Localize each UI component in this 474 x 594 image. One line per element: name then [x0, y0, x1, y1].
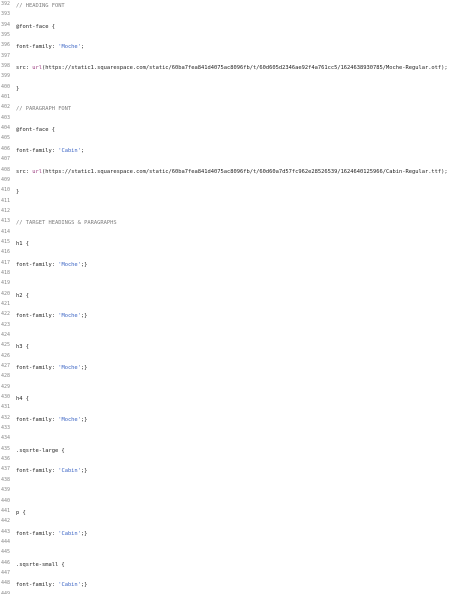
code-line[interactable] [0, 290, 474, 300]
code-text [16, 581, 474, 589]
code-token: src: [16, 65, 33, 72]
line-number: 423 [0, 321, 14, 331]
code-text [16, 467, 474, 475]
code-line[interactable] [0, 497, 474, 507]
line-number: 424 [0, 331, 14, 341]
code-line[interactable] [0, 455, 474, 465]
line-number: 400 [0, 83, 14, 93]
code-line[interactable] [0, 321, 474, 331]
code-token: h1 { [16, 240, 29, 247]
code-line[interactable] [0, 548, 474, 558]
code-token: ;} [80, 582, 88, 589]
code-line[interactable] [0, 21, 474, 31]
code-token: font-family: [16, 261, 59, 268]
code-line[interactable] [0, 228, 474, 238]
line-number: 402 [0, 103, 14, 113]
line-number: 433 [0, 424, 14, 434]
code-token: ;} [80, 530, 88, 537]
code-text [16, 364, 474, 372]
line-number: 418 [0, 269, 14, 279]
line-number: 421 [0, 300, 14, 310]
line-number: 420 [0, 290, 14, 300]
code-text [16, 219, 474, 227]
code-token: 'Moche' [58, 44, 81, 51]
code-text [16, 168, 474, 176]
code-token: // TARGET HEADINGS & PARAGRAPHS [16, 220, 117, 227]
code-text [16, 416, 474, 424]
line-number: 412 [0, 207, 14, 217]
code-text [16, 561, 474, 569]
code-token: ;} [80, 468, 88, 475]
line-number: 406 [0, 145, 14, 155]
code-token: font-family: [16, 147, 59, 154]
code-text [16, 188, 474, 196]
code-token: h3 { [16, 344, 29, 351]
code-text [16, 126, 474, 134]
code-text [16, 395, 474, 403]
code-text [16, 23, 474, 31]
line-number: 434 [0, 434, 14, 444]
code-token: 'Moche' [58, 416, 81, 423]
line-number: 444 [0, 538, 14, 548]
line-number: 393 [0, 10, 14, 20]
code-line[interactable] [0, 155, 474, 165]
line-number: 396 [0, 41, 14, 51]
line-number: 440 [0, 497, 14, 507]
line-number: 427 [0, 362, 14, 372]
line-number: 447 [0, 569, 14, 579]
line-number: 425 [0, 341, 14, 351]
line-number: 430 [0, 393, 14, 403]
code-token: p { [16, 509, 26, 516]
code-token: font-family: [16, 44, 59, 51]
code-token: 'Moche' [58, 313, 81, 320]
code-token: 'Moche' [58, 365, 81, 372]
line-number: 435 [0, 445, 14, 455]
code-line[interactable] [0, 414, 474, 424]
line-number: 409 [0, 176, 14, 186]
line-number: 395 [0, 31, 14, 41]
line-number: 394 [0, 21, 14, 31]
line-number: 432 [0, 414, 14, 424]
code-token: } [16, 85, 20, 92]
code-text [16, 509, 474, 517]
code-line[interactable] [0, 114, 474, 124]
code-token: } [16, 189, 20, 196]
code-text [16, 240, 474, 248]
code-line[interactable] [0, 166, 474, 176]
code-token: 'Cabin' [58, 147, 81, 154]
line-number: 428 [0, 372, 14, 382]
code-line[interactable] [0, 62, 474, 72]
code-token: .sqsrte-large { [16, 447, 65, 454]
code-text [16, 312, 474, 320]
code-line[interactable] [0, 207, 474, 217]
line-number: 404 [0, 124, 14, 134]
code-line[interactable] [0, 134, 474, 144]
line-number: 407 [0, 155, 14, 165]
code-token: @font-face { [16, 127, 55, 134]
code-line[interactable] [0, 393, 474, 403]
code-line[interactable] [0, 83, 474, 93]
line-number: 438 [0, 476, 14, 486]
code-line[interactable] [0, 424, 474, 434]
line-number: 431 [0, 403, 14, 413]
code-token: url [32, 65, 42, 72]
code-line[interactable] [0, 445, 474, 455]
code-line[interactable] [0, 403, 474, 413]
code-line[interactable] [0, 248, 474, 258]
line-number: 399 [0, 72, 14, 82]
code-token: h4 { [16, 396, 29, 403]
code-line[interactable] [0, 300, 474, 310]
code-token: 'Cabin' [58, 468, 81, 475]
code-line[interactable] [0, 52, 474, 62]
code-line[interactable] [0, 559, 474, 569]
code-line[interactable] [0, 579, 474, 589]
code-text [16, 2, 474, 10]
code-line[interactable] [0, 197, 474, 207]
code-line[interactable] [0, 31, 474, 41]
code-token: font-family: [16, 530, 59, 537]
code-line[interactable] [0, 352, 474, 362]
code-text [16, 43, 474, 51]
code-line[interactable] [0, 93, 474, 103]
code-text [16, 147, 474, 155]
line-number: 443 [0, 528, 14, 538]
line-number: 415 [0, 238, 14, 248]
code-line[interactable] [0, 269, 474, 279]
line-number: 392 [0, 0, 14, 10]
code-line[interactable] [0, 72, 474, 82]
code-line[interactable] [0, 186, 474, 196]
code-token: url [32, 168, 42, 175]
code-token: 'Moche' [58, 261, 81, 268]
code-line[interactable] [0, 569, 474, 579]
line-number: 397 [0, 52, 14, 62]
code-token: font-family: [16, 582, 59, 589]
line-number: 445 [0, 548, 14, 558]
line-number: 419 [0, 279, 14, 289]
code-token: ;} [80, 416, 88, 423]
code-line[interactable] [0, 362, 474, 372]
line-number: 448 [0, 579, 14, 589]
code-line[interactable] [0, 372, 474, 382]
code-line[interactable] [0, 341, 474, 351]
code-line[interactable] [0, 528, 474, 538]
code-line[interactable] [0, 434, 474, 444]
code-token: .sqsrte-small { [16, 561, 65, 568]
line-number: 426 [0, 352, 14, 362]
line-number: 410 [0, 186, 14, 196]
code-line[interactable] [0, 217, 474, 227]
line-number: 403 [0, 114, 14, 124]
line-number: 413 [0, 217, 14, 227]
code-token: font-family: [16, 313, 59, 320]
code-line[interactable] [0, 310, 474, 320]
line-number: 437 [0, 465, 14, 475]
code-line[interactable] [0, 103, 474, 113]
code-token: ; [80, 44, 85, 51]
line-number: 408 [0, 166, 14, 176]
code-line[interactable] [0, 517, 474, 527]
code-line[interactable] [0, 0, 474, 10]
line-number: 446 [0, 559, 14, 569]
line-number: 441 [0, 507, 14, 517]
code-text [16, 343, 474, 351]
code-text [16, 261, 474, 269]
code-token: ; [80, 147, 85, 154]
code-token: src: [16, 168, 33, 175]
code-token: 'Cabin' [58, 582, 81, 589]
code-token: // HEADING FONT [16, 3, 65, 9]
code-line[interactable] [0, 383, 474, 393]
code-token: ;} [80, 365, 88, 372]
line-number: 442 [0, 517, 14, 527]
code-text [16, 105, 474, 113]
line-number: 449 [0, 590, 14, 594]
code-token: ;} [80, 313, 88, 320]
code-token: @font-face { [16, 23, 55, 30]
code-line[interactable] [0, 176, 474, 186]
code-token: (https://static1.squarespace.com/static/60ba7fea841d4075ac8096fb/t/60d60a7d57fc962e28526539/1624640125966/Cabin-Regular.ttf); [41, 168, 448, 175]
code-text [16, 447, 474, 455]
line-number: 405 [0, 134, 14, 144]
line-number: 398 [0, 62, 14, 72]
code-line[interactable] [0, 279, 474, 289]
code-line[interactable] [0, 486, 474, 496]
code-text [16, 85, 474, 93]
line-number: 439 [0, 486, 14, 496]
code-line[interactable] [0, 124, 474, 134]
code-token: h2 { [16, 292, 29, 299]
code-token: (https://static1.squarespace.com/static/60ba7fea841d4075ac8096fb/t/60d605d2346ae92f4a761cc5/1624638930785/Moche-Regular.otf); [41, 65, 448, 72]
line-number: 429 [0, 383, 14, 393]
code-line[interactable] [0, 238, 474, 248]
line-number: 416 [0, 248, 14, 258]
code-text [16, 292, 474, 300]
code-line[interactable] [0, 259, 474, 269]
code-line[interactable] [0, 465, 474, 475]
line-number: 422 [0, 310, 14, 320]
code-text [16, 64, 474, 72]
code-token: font-family: [16, 365, 59, 372]
line-number: 436 [0, 455, 14, 465]
line-number: 401 [0, 93, 14, 103]
code-line[interactable] [0, 41, 474, 51]
code-line[interactable] [0, 590, 474, 594]
code-line[interactable] [0, 538, 474, 548]
code-line[interactable] [0, 145, 474, 155]
code-line[interactable] [0, 331, 474, 341]
code-token: font-family: [16, 416, 59, 423]
code-line[interactable] [0, 10, 474, 20]
code-token: ;} [80, 261, 88, 268]
line-number: 417 [0, 259, 14, 269]
code-line[interactable] [0, 507, 474, 517]
code-text [16, 530, 474, 538]
line-number: 411 [0, 197, 14, 207]
code-line[interactable] [0, 476, 474, 486]
line-number: 414 [0, 228, 14, 238]
code-token: font-family: [16, 468, 59, 475]
code-token: 'Cabin' [58, 530, 81, 537]
code-token: // PARAGRAPH FONT [16, 106, 72, 113]
